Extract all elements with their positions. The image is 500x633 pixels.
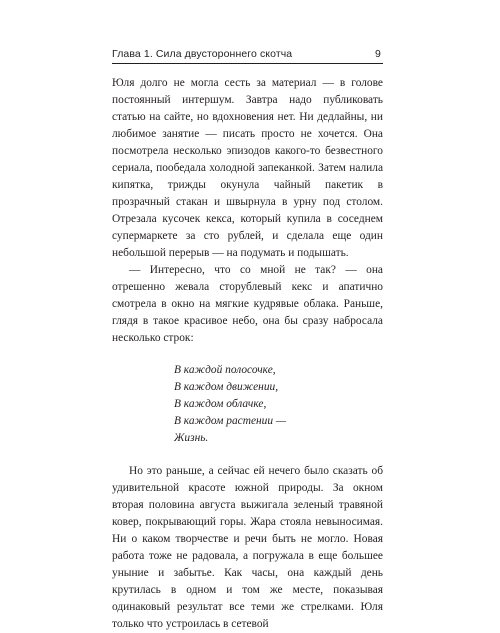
- poem-line: В каждом движении,: [174, 381, 279, 393]
- poem-line: Жизнь.: [174, 432, 209, 444]
- paragraph: Юля долго не могла сесть за материал — в голове постоянный интершум. Завтра надо публиковать статью на сайте, но вдохновения нет. Ни дедлайны, ни любимое занятие — писать просто не хочется. Она посмотрела несколько эпизодов какого-то безвестного сериала, пообедала холодной запеканкой. Затем налила кипятка, трижды окунула чайный пакетик в прозрачный стакан и швырнула в урну под столом. Отрезала кусочек кекса, который купила в соседнем супермаркете за сто рублей, и сделала еще один небольшой перерыв — на подумать и подышать.: [112, 77, 383, 259]
- poem-line: В каждой полосочке,: [174, 364, 276, 376]
- header-rule: [112, 63, 383, 64]
- chapter-title: Глава 1. Сила двустороннего скотча: [112, 48, 293, 60]
- page-number: 9: [375, 48, 381, 60]
- poem-line: В каждом облачке,: [174, 398, 267, 410]
- paragraph: — Интересно, что со мной не так? — она отрешенно жевала сторублевый кекс и апатично смотрела в окно на мягкие кудрявые облака. Раньше, глядя в такое красивое небо, она бы сразу набросала несколько строк:: [112, 264, 383, 344]
- paragraph: Но это раньше, а сейчас ей нечего было сказать об удивительной красоте южной природы. За окном вторая половина августа выжигала зеленый травяной ковер, покрывающий горы. Жара стояла невыносимая. Ни о каком творчестве и речи быть не могло. Новая работа тоже не радовала, а погружала в еще большее уныние и забытье. Как часы, она каждый день крутилась в одном и том же месте, показывая одинаковый результат все теми же стрелками. Юля только что устроилась в сетевой: [112, 465, 383, 630]
- body-text: [112, 75, 383, 633]
- poem-line: В каждом растении —: [174, 415, 287, 427]
- poem: [112, 362, 383, 447]
- running-head: [112, 48, 383, 64]
